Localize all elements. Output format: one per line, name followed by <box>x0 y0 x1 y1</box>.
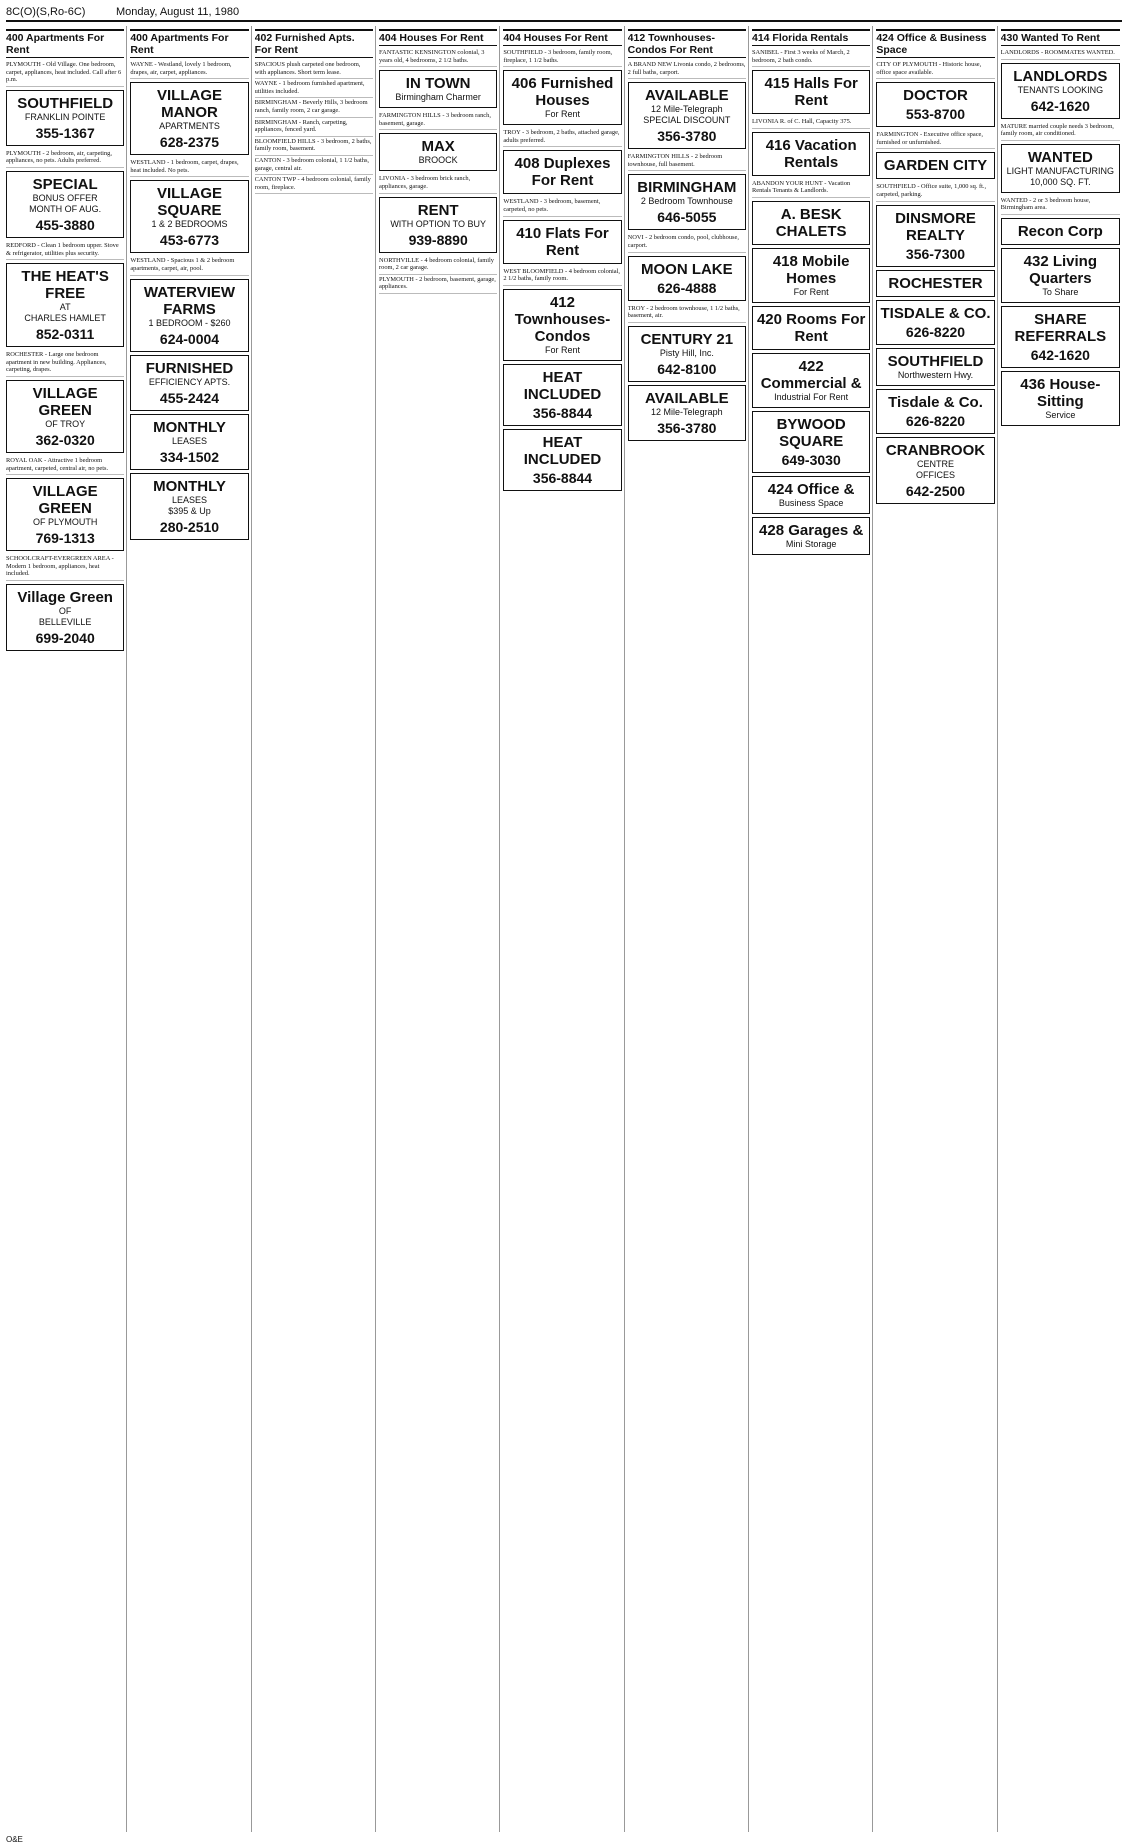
display-ad-phone: 453-6773 <box>159 232 220 249</box>
display-ad <box>1001 248 1120 303</box>
display-ad-line: 420 Rooms For Rent <box>756 310 866 345</box>
classified-ad: FARMINGTON HILLS - 3 bedroom ranch, basement, garage. <box>379 111 497 130</box>
classified-ad: NOVI - 2 bedroom condo, pool, clubhouse, carport. <box>628 233 746 252</box>
display-ad-phone: 356-3780 <box>657 419 717 436</box>
display-ad <box>752 411 870 473</box>
display-ad <box>876 205 994 267</box>
column <box>130 26 251 1832</box>
display-ad-line: 406 Furnished Houses <box>511 75 614 110</box>
display-ad-line: SOUTHFIELD <box>887 352 984 370</box>
section-header: 430 Wanted To Rent <box>1001 29 1120 46</box>
display-ad-line: Pisty Hill, Inc. <box>659 347 714 358</box>
display-ad-phone: 642-8100 <box>657 360 717 377</box>
display-ad-line: LEASES <box>171 435 207 446</box>
classified-ad: SPACIOUS plush carpeted one bedroom, with appliances. Short term lease. <box>255 60 373 79</box>
display-ad <box>628 385 746 441</box>
display-ad-line: HEAT INCLUDED <box>523 368 602 403</box>
display-ad-phone: 362-0320 <box>35 431 95 448</box>
display-ad <box>503 70 621 125</box>
display-ad-line: Service <box>1045 409 1076 420</box>
display-ad-line: MONTHLY <box>153 418 226 436</box>
display-ad-line: To Share <box>1042 286 1079 297</box>
display-ad-line: 436 House-Sitting <box>1020 375 1101 410</box>
display-ad <box>876 152 994 179</box>
display-ad <box>6 171 124 238</box>
classified-ad: WEST BLOOMFIELD - 4 bedroom colonial, 2 1/2 baths, family room. <box>503 267 621 286</box>
section-label: 8C(O)(S,Ro-6C) <box>6 6 86 18</box>
footer-label: O&E <box>6 1835 23 1844</box>
display-ad <box>130 414 248 470</box>
display-ad-phone: 355-1367 <box>35 124 95 141</box>
display-ad-line: FRANKLIN POINTE <box>24 111 106 122</box>
display-ad <box>503 289 621 361</box>
display-ad <box>503 364 621 426</box>
column <box>876 26 997 1832</box>
display-ad-line: 10,000 SQ. FT. <box>1030 176 1091 187</box>
display-ad-line: 418 Mobile Homes <box>772 252 850 287</box>
display-ad <box>628 174 746 230</box>
display-ad-phone: 642-2500 <box>905 482 966 499</box>
classified-ad: TROY - 3 bedroom, 2 baths, attached garage, adults preferred. <box>503 128 621 147</box>
classified-ad: LIVONIA R. of C. Hall, Capacity 375. <box>752 117 870 129</box>
display-ad-line: AVAILABLE <box>645 87 729 105</box>
display-ad-line: OFFICES <box>915 469 955 480</box>
display-ad-line: For Rent <box>544 109 580 120</box>
display-ad-line: Village Green <box>17 588 113 606</box>
display-ad <box>130 473 248 540</box>
classified-ad: ROCHESTER - Large one bedroom apartment in new building. Appliances, carpeting, drapes. <box>6 350 124 377</box>
display-ad-line: HEAT INCLUDED <box>523 433 602 468</box>
display-ad <box>752 201 870 245</box>
display-ad-line: 12 Mile-Telegraph <box>651 406 723 417</box>
display-ad-line: 408 Duplexes For Rent <box>514 155 611 190</box>
masthead <box>6 4 1122 20</box>
display-ad-line: AVAILABLE <box>645 389 729 407</box>
section-header: 404 Houses For Rent <box>503 29 621 46</box>
display-ad <box>6 584 124 651</box>
display-ad <box>876 437 994 504</box>
classified-ad: MATURE married couple needs 3 bedroom, family room, air conditioned. <box>1001 122 1120 141</box>
section-header: 402 Furnished Apts. For Rent <box>255 29 373 58</box>
display-ad <box>752 248 870 303</box>
classified-ad: BIRMINGHAM - Ranch, carpeting, appliances, fenced yard. <box>255 118 373 137</box>
display-ad-line: DOCTOR <box>903 87 968 105</box>
display-ad <box>628 256 746 301</box>
display-ad-line: Industrial For Rent <box>774 391 849 402</box>
column <box>503 26 624 1832</box>
classified-ad: NORTHVILLE - 4 bedroom colonial, family room, 2 car garage. <box>379 256 497 275</box>
classified-ad: SOUTHFIELD - 3 bedroom, family room, fireplace, 1 1/2 baths. <box>503 48 621 67</box>
display-ad-line: GARDEN CITY <box>883 157 988 175</box>
classified-ad: WAYNE - 1 bedroom furnished apartment, utilities included. <box>255 79 373 98</box>
display-ad <box>628 326 746 382</box>
display-ad-line: LIGHT MANUFACTURING <box>1006 165 1114 176</box>
classified-ad: CANTON - 3 bedroom colonial, 1 1/2 baths, garage, central air. <box>255 156 373 175</box>
classified-ad: FARMINGTON - Executive office space, furnished or unfurnished. <box>876 130 994 149</box>
display-ad <box>876 389 994 434</box>
display-ad-line: BIRMINGHAM <box>637 179 737 197</box>
display-ad-line: 412 Townhouses-Condos <box>514 293 611 345</box>
display-ad-phone: 642-1620 <box>1030 97 1090 114</box>
classified-ad: CANTON TWP - 4 bedroom colonial, family room, fireplace. <box>255 175 373 194</box>
section-header: 404 Houses For Rent <box>379 29 497 46</box>
display-ad-line: 428 Garages & <box>759 521 864 539</box>
display-ad <box>130 180 248 253</box>
display-ad <box>752 476 870 514</box>
section-header: 412 Townhouses-Condos For Rent <box>628 29 746 58</box>
display-ad-line: BELLEVILLE <box>38 616 92 627</box>
display-ad <box>6 263 124 347</box>
display-ad <box>1001 144 1120 193</box>
display-ad-phone: 626-8220 <box>905 323 966 340</box>
classified-ad: ABANDON YOUR HUNT - Vacation Rentals Tenants & Landlords. <box>752 179 870 198</box>
section-header: 400 Apartments For Rent <box>6 29 124 58</box>
display-ad <box>1001 218 1120 245</box>
display-ad <box>628 82 746 149</box>
section-header: 414 Florida Rentals <box>752 29 870 46</box>
display-ad <box>503 220 621 264</box>
classified-ad: A BRAND NEW Livonia condo, 2 bedrooms, 2 full baths, carport. <box>628 60 746 79</box>
display-ad-phone: 649-3030 <box>781 451 841 468</box>
display-ad-phone: 356-7300 <box>905 245 966 262</box>
display-ad <box>6 380 124 453</box>
display-ad-line: Tisdale & Co. <box>888 393 983 411</box>
display-ad <box>752 132 870 176</box>
display-ad-line: 12 Mile-Telegraph <box>651 104 723 115</box>
display-ad-line: 422 Commercial & <box>760 357 862 392</box>
display-ad-line: CRANBROOK <box>885 441 986 459</box>
display-ad-line: MONTH OF AUG. <box>29 203 102 214</box>
column <box>379 26 500 1832</box>
display-ad-phone: 334-1502 <box>159 448 220 465</box>
display-ad-phone: 769-1313 <box>35 530 95 547</box>
display-ad-line: WATERVIEW FARMS <box>143 283 236 318</box>
display-ad <box>876 270 994 297</box>
classified-ad: LANDLORDS - ROOMMATES WANTED. <box>1001 48 1120 60</box>
classified-ad: WESTLAND - 1 bedroom, carpet, drapes, heat included. No pets. <box>130 158 248 177</box>
display-ad-line: Mini Storage <box>785 538 837 549</box>
display-ad-line: LEASES <box>171 494 207 505</box>
display-ad <box>130 355 248 411</box>
display-ad-line: OF <box>58 605 72 616</box>
classified-ad: BLOOMFIELD HILLS - 3 bedroom, 2 baths, family room, basement. <box>255 137 373 156</box>
display-ad <box>379 133 497 171</box>
display-ad-line: TENANTS LOOKING <box>1017 84 1104 95</box>
display-ad-phone: 628-2375 <box>159 134 220 151</box>
display-ad-line: 416 Vacation Rentals <box>765 136 857 171</box>
display-ad-line: 1 BEDROOM - $260 <box>148 317 231 328</box>
display-ad-line: $395 & Up <box>168 505 211 516</box>
classified-ad: CITY OF PLYMOUTH - Historic house, office space available. <box>876 60 994 79</box>
section-header: 424 Office & Business Space <box>876 29 994 58</box>
classified-ad: SCHOOLCRAFT-EVERGREEN AREA - Modern 1 bedroom, appliances, heat included. <box>6 554 124 581</box>
display-ad <box>876 348 994 386</box>
display-ad-line: VILLAGE MANOR <box>156 87 222 122</box>
display-ad-line: 410 Flats For Rent <box>516 224 609 259</box>
display-ad-line: FURNISHED <box>145 359 234 377</box>
display-ad-phone: 626-8220 <box>905 412 966 429</box>
display-ad <box>1001 371 1120 426</box>
display-ad <box>130 82 248 155</box>
display-ad-line: VILLAGE GREEN <box>32 483 98 518</box>
display-ad <box>752 70 870 114</box>
display-ad-line: VILLAGE GREEN <box>32 384 98 419</box>
classified-ad: WESTLAND - 3 bedroom, basement, carpeted, no pets. <box>503 197 621 216</box>
display-ad-phone: 624-0004 <box>159 330 220 347</box>
display-ad <box>130 279 248 352</box>
column <box>6 26 127 1832</box>
classified-ad: REDFORD - Clean 1 bedroom upper. Stove & refrigerator, utilities plus security. <box>6 241 124 260</box>
display-ad-line: SPECIAL <box>32 175 98 193</box>
classified-ad: SANIBEL - First 3 weeks of March, 2 bedroom, 2 bath condo. <box>752 48 870 67</box>
classified-ad: FARMINGTON HILLS - 2 bedroom townhouse, full basement. <box>628 152 746 171</box>
display-ad-line: Northwestern Hwy. <box>897 369 974 380</box>
display-ad-phone: 280-2510 <box>159 518 220 535</box>
display-ad <box>503 150 621 194</box>
classified-ad: BIRMINGHAM - Beverly Hills, 3 bedroom ranch, family room, 2 car garage. <box>255 98 373 117</box>
display-ad-line: 424 Office & <box>767 480 855 498</box>
column <box>255 26 376 1832</box>
display-ad <box>379 70 497 108</box>
classified-ad: PLYMOUTH - Old Village. One bedroom, carpet, appliances, heat included. Call after 6 p.m. <box>6 60 124 87</box>
display-ad-line: THE HEAT'S FREE <box>21 268 109 303</box>
display-ad-line: SPECIAL DISCOUNT <box>643 115 731 126</box>
display-ad-line: CENTRE <box>916 458 954 469</box>
display-ad-line: OF TROY <box>45 418 86 429</box>
display-ad-line: VILLAGE SQUARE <box>156 185 222 220</box>
display-ad-line: BROOCK <box>418 155 458 166</box>
display-ad-line: CENTURY 21 <box>640 330 734 348</box>
display-ad-line: APARTMENTS <box>159 121 220 132</box>
classified-ad: LIVONIA - 3 bedroom brick ranch, appliances, garage. <box>379 174 497 193</box>
display-ad-line: MAX <box>421 138 455 156</box>
classified-ad: PLYMOUTH - 2 bedroom, air, carpeting, appliances, no pets. Adults preferred. <box>6 149 124 168</box>
display-ad-line: TISDALE & CO. <box>880 304 991 322</box>
display-ad <box>379 197 497 253</box>
display-ad-line: For Rent <box>544 344 580 355</box>
display-ad-line: Birmingham Charmer <box>395 92 481 103</box>
display-ad-phone: 553-8700 <box>905 106 966 123</box>
section-header: 400 Apartments For Rent <box>130 29 248 58</box>
display-ad <box>1001 63 1120 119</box>
display-ad-phone: 356-3780 <box>657 128 717 145</box>
classified-ad: TROY - 2 bedroom townhouse, 1 1/2 baths, basement, air. <box>628 304 746 323</box>
classified-ad: PLYMOUTH - 2 bedroom, basement, garage, appliances. <box>379 275 497 294</box>
display-ad <box>752 517 870 555</box>
display-ad-line: 2 Bedroom Townhouse <box>640 196 733 207</box>
display-ad-phone: 699-2040 <box>35 629 95 646</box>
display-ad <box>503 429 621 491</box>
display-ad-phone: 356-8844 <box>532 404 593 421</box>
display-ad-line: WANTED <box>1027 148 1093 166</box>
display-ad-phone: 455-3880 <box>35 216 95 233</box>
display-ad-phone: 356-8844 <box>532 469 593 486</box>
display-ad-line: RENT <box>417 201 459 219</box>
display-ad-line: DINSMORE REALTY <box>895 209 976 244</box>
display-ad-line: EFFICIENCY APTS. <box>148 376 231 387</box>
classified-ad: WESTLAND - Spacious 1 & 2 bedroom apartments, carpet, air, pool. <box>130 256 248 275</box>
display-ad-line: BYWOOD SQUARE <box>776 415 846 450</box>
display-ad <box>752 306 870 350</box>
display-ad-line: A. BESK CHALETS <box>775 205 847 240</box>
display-ad-line: WITH OPTION TO BUY <box>390 218 486 229</box>
display-ad <box>1001 306 1120 368</box>
display-ad-line: Business Space <box>778 497 844 508</box>
display-ad-line: SHARE REFERRALS <box>1014 310 1107 345</box>
display-ad <box>6 478 124 551</box>
display-ad-line: ROCHESTER <box>888 274 983 292</box>
display-ad <box>6 90 124 146</box>
display-ad-line: SOUTHFIELD <box>17 94 114 112</box>
column <box>628 26 749 1832</box>
display-ad-line: Recon Corp <box>1017 222 1103 240</box>
display-ad-line: AT <box>59 302 71 313</box>
display-ad <box>876 300 994 345</box>
column <box>752 26 873 1832</box>
display-ad-line: 432 Living Quarters <box>1023 252 1097 287</box>
display-ad-line: MONTHLY <box>153 477 226 495</box>
display-ad-line: OF PLYMOUTH <box>32 517 98 528</box>
display-ad <box>876 82 994 127</box>
classified-ad: FANTASTIC KENSINGTON colonial, 3 years old, 4 bedrooms, 2 1/2 baths. <box>379 48 497 67</box>
issue-date: Monday, August 11, 1980 <box>116 6 240 18</box>
column <box>1001 26 1122 1832</box>
display-ad-line: For Rent <box>793 286 829 297</box>
classifieds-page <box>6 26 1122 1832</box>
display-ad-line: 1 & 2 BEDROOMS <box>151 219 228 230</box>
display-ad <box>752 353 870 408</box>
display-ad-phone: 646-5055 <box>657 209 717 226</box>
classified-ad: WANTED - 2 or 3 bedroom house, Birmingham area. <box>1001 196 1120 215</box>
display-ad-phone: 626-4888 <box>657 279 717 296</box>
display-ad-line: BONUS OFFER <box>32 192 98 203</box>
classified-ad: SOUTHFIELD - Office suite, 1,000 sq. ft., carpeted, parking. <box>876 182 994 201</box>
display-ad-line: CHARLES HAMLET <box>24 313 106 324</box>
classified-ad: ROYAL OAK - Attractive 1 bedroom apartment, carpeted, central air, no pets. <box>6 456 124 475</box>
display-ad-phone: 939-8890 <box>408 231 468 248</box>
display-ad-line: LANDLORDS <box>1013 67 1108 85</box>
display-ad-phone: 642-1620 <box>1030 346 1090 363</box>
display-ad-phone: 455-2424 <box>159 389 220 406</box>
display-ad-line: 415 Halls For Rent <box>764 75 858 110</box>
masthead-rule <box>6 20 1122 22</box>
display-ad-line: MOON LAKE <box>640 260 733 278</box>
classified-ad: WAYNE - Westland, lovely 1 bedroom, drapes, air, carpet, appliances. <box>130 60 248 79</box>
display-ad-phone: 852-0311 <box>35 326 95 343</box>
display-ad-line: IN TOWN <box>405 75 471 93</box>
